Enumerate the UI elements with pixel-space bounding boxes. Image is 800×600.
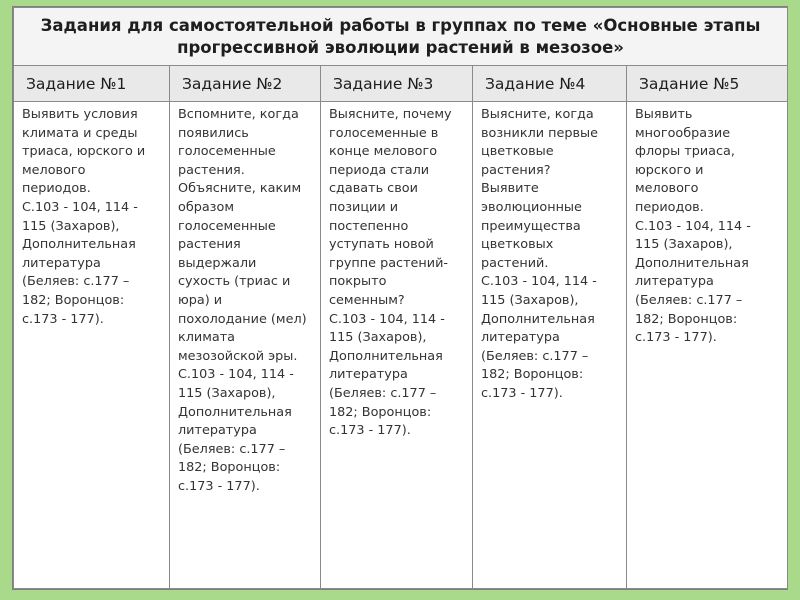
header-task-3: Задание №3 — [321, 66, 473, 102]
header-task-5: Задание №5 — [627, 66, 788, 102]
task-4-text: Выясните, когда возникли первые цветковые растения? Выявите эволюционные преимущества цветковых растений. С.103 - 104, 114 - 115 (Захаров), Дополнительная литература (Беляев: с.177 – 182; Воронцов: с.173 - 177). — [473, 102, 627, 589]
table-title: Задания для самостоятельной работы в группах по теме «Основные этапы прогрессивной эволюции растений в мезозое» — [14, 8, 788, 66]
header-task-2: Задание №2 — [170, 66, 321, 102]
slide-sheet — [12, 6, 788, 590]
title-row — [14, 8, 788, 66]
table-row — [14, 102, 788, 589]
task-1-text: Выявить условия климата и среды триаса, юрского и мелового периодов. С.103 - 104, 114 - 115 (Захаров), Дополнительная литература (Беляев: с.177 – 182; Воронцов: с.173 - 177). — [14, 102, 170, 589]
header-row — [14, 66, 788, 102]
header-task-4: Задание №4 — [473, 66, 627, 102]
header-task-1: Задание №1 — [14, 66, 170, 102]
task-3-text: Выясните, почему голосеменные в конце мелового периода стали сдавать свои позиции и постепенно уступать новой группе растений- покрыто семенным? С.103 - 104, 114 - 115 (Захаров), Дополнительная литература (Беляев: с.177 – 182; Воронцов: с.173 - 177). — [321, 102, 473, 589]
assignments-table — [13, 7, 788, 589]
task-5-text: Выявить многообразие флоры триаса, юрского и мелового периодов. С.103 - 104, 114 - 115 (Захаров), Дополнительная литература (Беляев: с.177 – 182; Воронцов: с.173 - 177). — [627, 102, 788, 589]
task-2-text: Вспомните, когда появились голосеменные растения. Объясните, каким образом голосеменные растения выдержали сухость (триас и юра) и похолодание (мел) климата мезозойской эры. С.103 - 104, 114 - 115 (Захаров), Дополнительная литература (Беляев: с.177 – 182; Воронцов: с.173 - 177). — [170, 102, 321, 589]
